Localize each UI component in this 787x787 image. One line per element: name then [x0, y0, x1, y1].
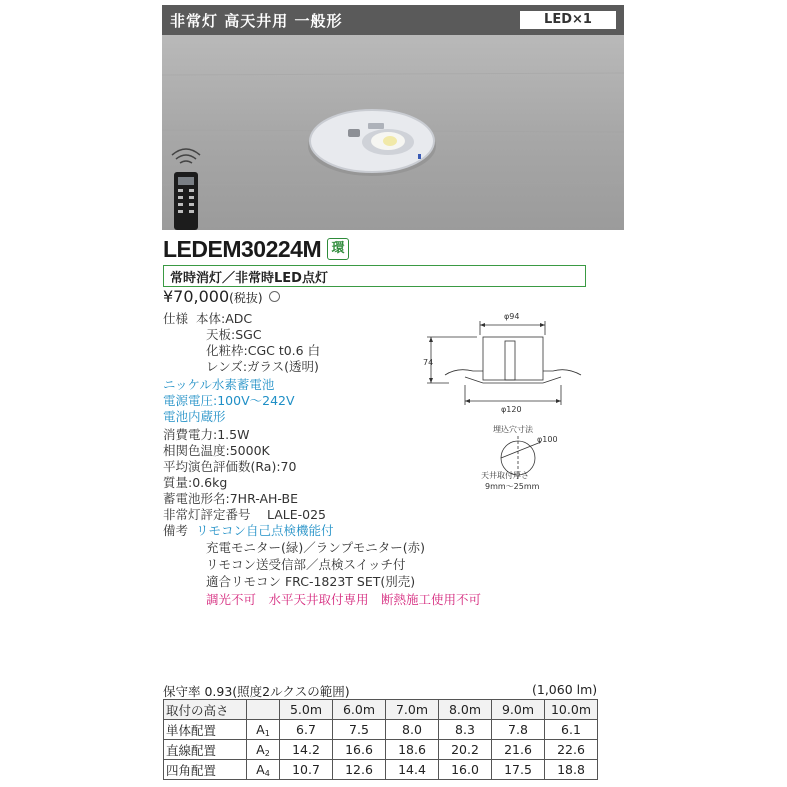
table-cell: 16.0 [439, 760, 492, 780]
remark-line: リモコン送受信部／点検スイッチ付 [206, 557, 406, 572]
spec-line: レンズ:ガラス(透明) [206, 359, 319, 374]
table-row [164, 720, 598, 740]
remark-line: 充電モニター(緑)／ランプモニター(赤) [206, 540, 426, 555]
table-header-cell: 6.0m [333, 700, 386, 720]
remark-line: 適合リモコン FRC-1823T SET(別売) [206, 574, 416, 589]
height-label: 74 [423, 358, 434, 367]
table-header-cell: 9.0m [492, 700, 545, 720]
table-cell: 16.6 [333, 740, 386, 760]
ceiling-thickness-label: 天井取付厚さ [481, 471, 529, 480]
table-cell: 8.3 [439, 720, 492, 740]
table-header-cell: 10.0m [545, 700, 598, 720]
product-photo [162, 35, 624, 230]
table-header-cell: 7.0m [386, 700, 439, 720]
cutout-diameter: φ100 [537, 435, 558, 444]
remarks-label: 備考 [163, 523, 189, 538]
top-width-label: φ94 [504, 312, 520, 321]
table-cell: 7.5 [333, 720, 386, 740]
header-bar [162, 5, 624, 35]
luminous-flux: (1,060 lm) [532, 682, 598, 697]
table-cell: 10.7 [280, 760, 333, 780]
price-tax-note: (税抜) [229, 291, 263, 305]
spec-detail: 相関色温度:5000K [163, 443, 270, 458]
table-header-cell: 5.0m [280, 700, 333, 720]
remote-control-icon [172, 149, 200, 230]
installation-spacing-table [163, 699, 598, 780]
table-cell: 20.2 [439, 740, 492, 760]
table-header-row [164, 700, 598, 720]
row-label: 四角配置 [164, 760, 247, 780]
category-title: 非常灯 高天井用 一般形 [170, 12, 343, 30]
table-cell: 6.7 [280, 720, 333, 740]
table-header-cell: 取付の高さ [164, 700, 247, 720]
spec-label: 仕様 [163, 311, 189, 326]
battery-type: ニッケル水素蓄電池 [163, 377, 275, 392]
table-cell: 17.5 [492, 760, 545, 780]
table-cell: 8.0 [386, 720, 439, 740]
table-row [164, 740, 598, 760]
usage-warning: 調光不可 水平天井取付専用 断熱施工使用不可 [206, 592, 482, 607]
table-cell: 12.6 [333, 760, 386, 780]
led-count-badge: LED×1 [520, 11, 616, 29]
spec-detail: 消費電力:1.5W [163, 427, 250, 442]
eco-mark-badge: 環 [327, 238, 349, 260]
table-cell: 14.4 [386, 760, 439, 780]
lighting-mode: 常時消灯／非常時LED点灯 [170, 271, 328, 286]
table-cell: 14.2 [280, 740, 333, 760]
bottom-width-label: φ120 [501, 405, 522, 414]
table-cell: 18.8 [545, 760, 598, 780]
maintenance-factor: 保守率 0.93(照度2ルクスの範囲) [163, 684, 350, 699]
lighting-mode-box [163, 265, 586, 287]
spec-line: 化粧枠:CGC t0.6 白 [206, 343, 321, 358]
power-voltage: 電源電圧:100V〜242V [163, 393, 295, 408]
row-code: $A_1$ [247, 720, 280, 740]
row-label: 直線配置 [164, 740, 247, 760]
dimension-drawing [405, 305, 605, 505]
ceiling-thickness-range: 9mm〜25mm [485, 482, 540, 491]
table-cell: 18.6 [386, 740, 439, 760]
row-code: $A_2$ [247, 740, 280, 760]
table-header-cell: 8.0m [439, 700, 492, 720]
table-cell: 6.1 [545, 720, 598, 740]
model-number: LEDEM30224M [163, 236, 322, 262]
spec-line: 天板:SGC [206, 327, 262, 342]
spec-detail: 質量:0.6kg [163, 475, 228, 490]
price [163, 287, 280, 306]
row-code: $A_4$ [247, 760, 280, 780]
spec-line: 本体:ADC [196, 311, 253, 326]
table-cell: 22.6 [545, 740, 598, 760]
table-header-cell [247, 700, 280, 720]
spec-detail: 平均演色評価数(Ra):70 [163, 459, 297, 474]
emergency-light-fixture [308, 110, 436, 176]
circle-mark-icon [269, 291, 280, 302]
spec-detail: 蓄電池形名:7HR-AH-BE [163, 491, 298, 506]
battery-builtin: 電池内蔵形 [163, 409, 226, 424]
table-row [164, 760, 598, 780]
price-value: ¥70,000 [163, 287, 230, 306]
row-label: 単体配置 [164, 720, 247, 740]
table-cell: 21.6 [492, 740, 545, 760]
table-cell: 7.8 [492, 720, 545, 740]
spec-detail: 非常灯評定番号 LALE-025 [163, 507, 327, 522]
cutout-title: 埋込穴寸法 [493, 425, 533, 434]
remote-self-check: リモコン自己点検機能付 [196, 523, 334, 538]
